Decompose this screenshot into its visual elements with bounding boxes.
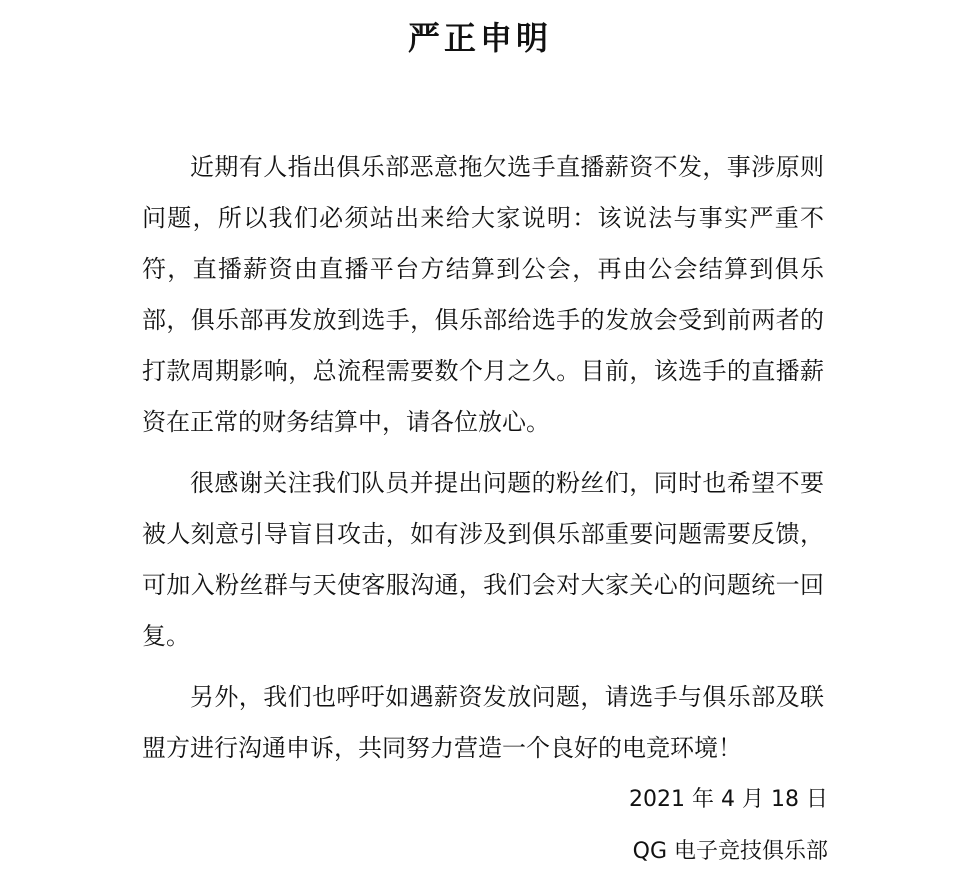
document-body — [142, 142, 824, 774]
signature-organization: QG 电子竞技俱乐部 — [632, 839, 828, 864]
signature-date: 2021 年 4 月 18 日 — [629, 787, 828, 812]
document-title: 严正申明 — [407, 19, 552, 57]
paragraph-3: 另外，我们也呼吁如遇薪资发放问题，请选手与俱乐部及联盟方进行沟通申诉，共同努力营造一个良好的电竞环境！ — [142, 683, 824, 762]
paragraph-2: 很感谢关注我们队员并提出问题的粉丝们，同时也希望不要被人刻意引导盲目攻击，如有涉及到俱乐部重要问题需要反馈，可加入粉丝群与天使客服沟通，我们会对大家关心的问题统一回复。 — [142, 469, 824, 650]
paragraph-1: 近期有人指出俱乐部恶意拖欠选手直播薪资不发，事涉原则问题，所以我们必须站出来给大家说明：该说法与事实严重不符，直播薪资由直播平台方结算到公会，再由公会结算到俱乐部，俱乐部再发放到选手，俱乐部给选手的发放会受到前两者的打款周期影响，总流程需要数个月之久。目前，该选手的直播薪资在正常的财务结算中，请各位放心。 — [142, 153, 824, 436]
